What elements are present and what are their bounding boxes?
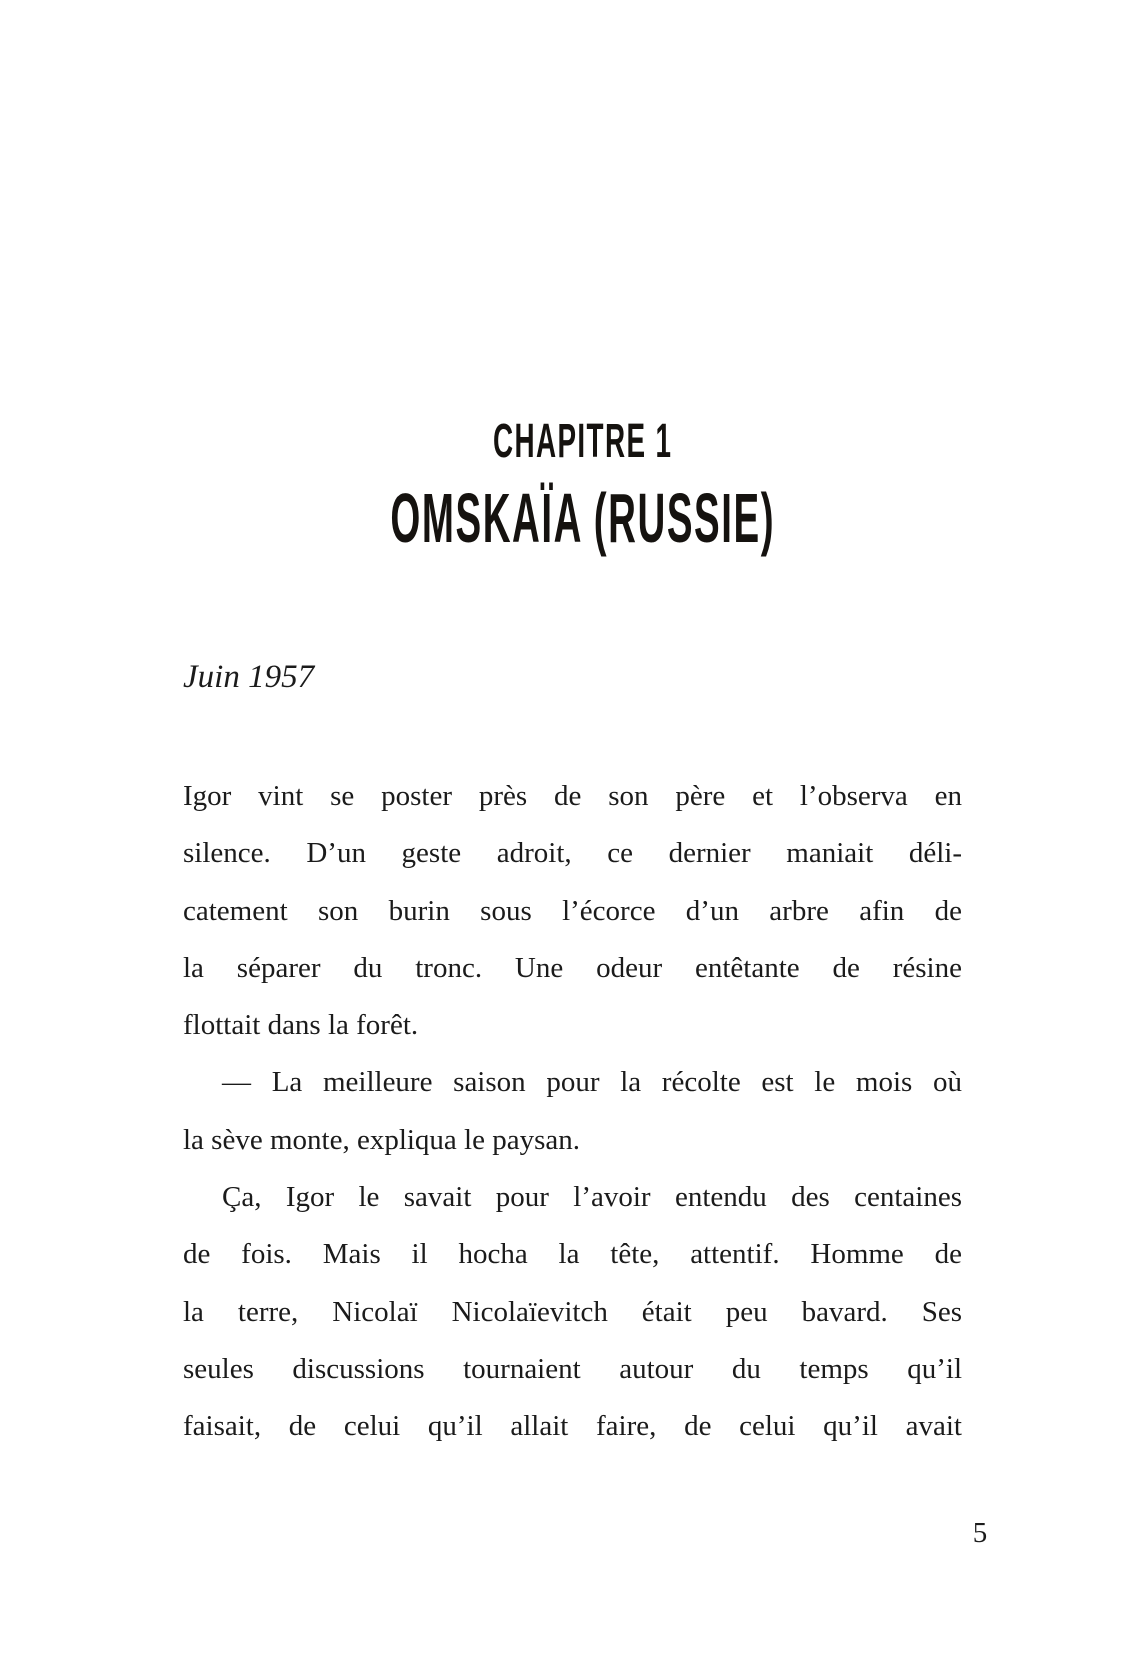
text-line: Ça, Igor le savait pour l’avoir entendu des centaines <box>222 1181 962 1214</box>
text-line: la sève monte, expliqua le paysan. <box>183 1123 581 1156</box>
text-line: catement son burin sous l’écorce d’un arbre afin de <box>183 894 962 927</box>
text-line: flottait dans la forêt. <box>183 1009 419 1042</box>
chapter-number: CHAPITRE 1 <box>493 415 673 468</box>
text-line: silence. D’un geste adroit, ce dernier maniait déli- <box>183 837 962 870</box>
text-line: de fois. Mais il hocha la tête, attentif. Homme de <box>183 1238 962 1271</box>
chapter-title-row <box>193 479 973 557</box>
page-number: 5 <box>972 1517 988 1549</box>
body-text <box>183 768 962 1456</box>
text-line: la séparer du tronc. Une odeur entêtante de résine <box>183 951 962 984</box>
chapter-title: OMSKAÏA (RUSSIE) <box>390 479 776 557</box>
chapter-number-row <box>193 417 973 467</box>
text-line: la terre, Nicolaï Nicolaïevitch était peu bavard. Ses <box>183 1295 962 1328</box>
text-line: Igor vint se poster près de son père et l’observa en <box>183 780 962 812</box>
dateline: Juin 1957 <box>183 659 315 695</box>
text-line: seules discussions tournaient autour du temps qu’il <box>183 1352 962 1385</box>
text-line: faisait, de celui qu’il allait faire, de celui qu’il avait <box>183 1410 962 1443</box>
text-line: — La meilleure saison pour la récolte est le mois où <box>222 1066 962 1099</box>
